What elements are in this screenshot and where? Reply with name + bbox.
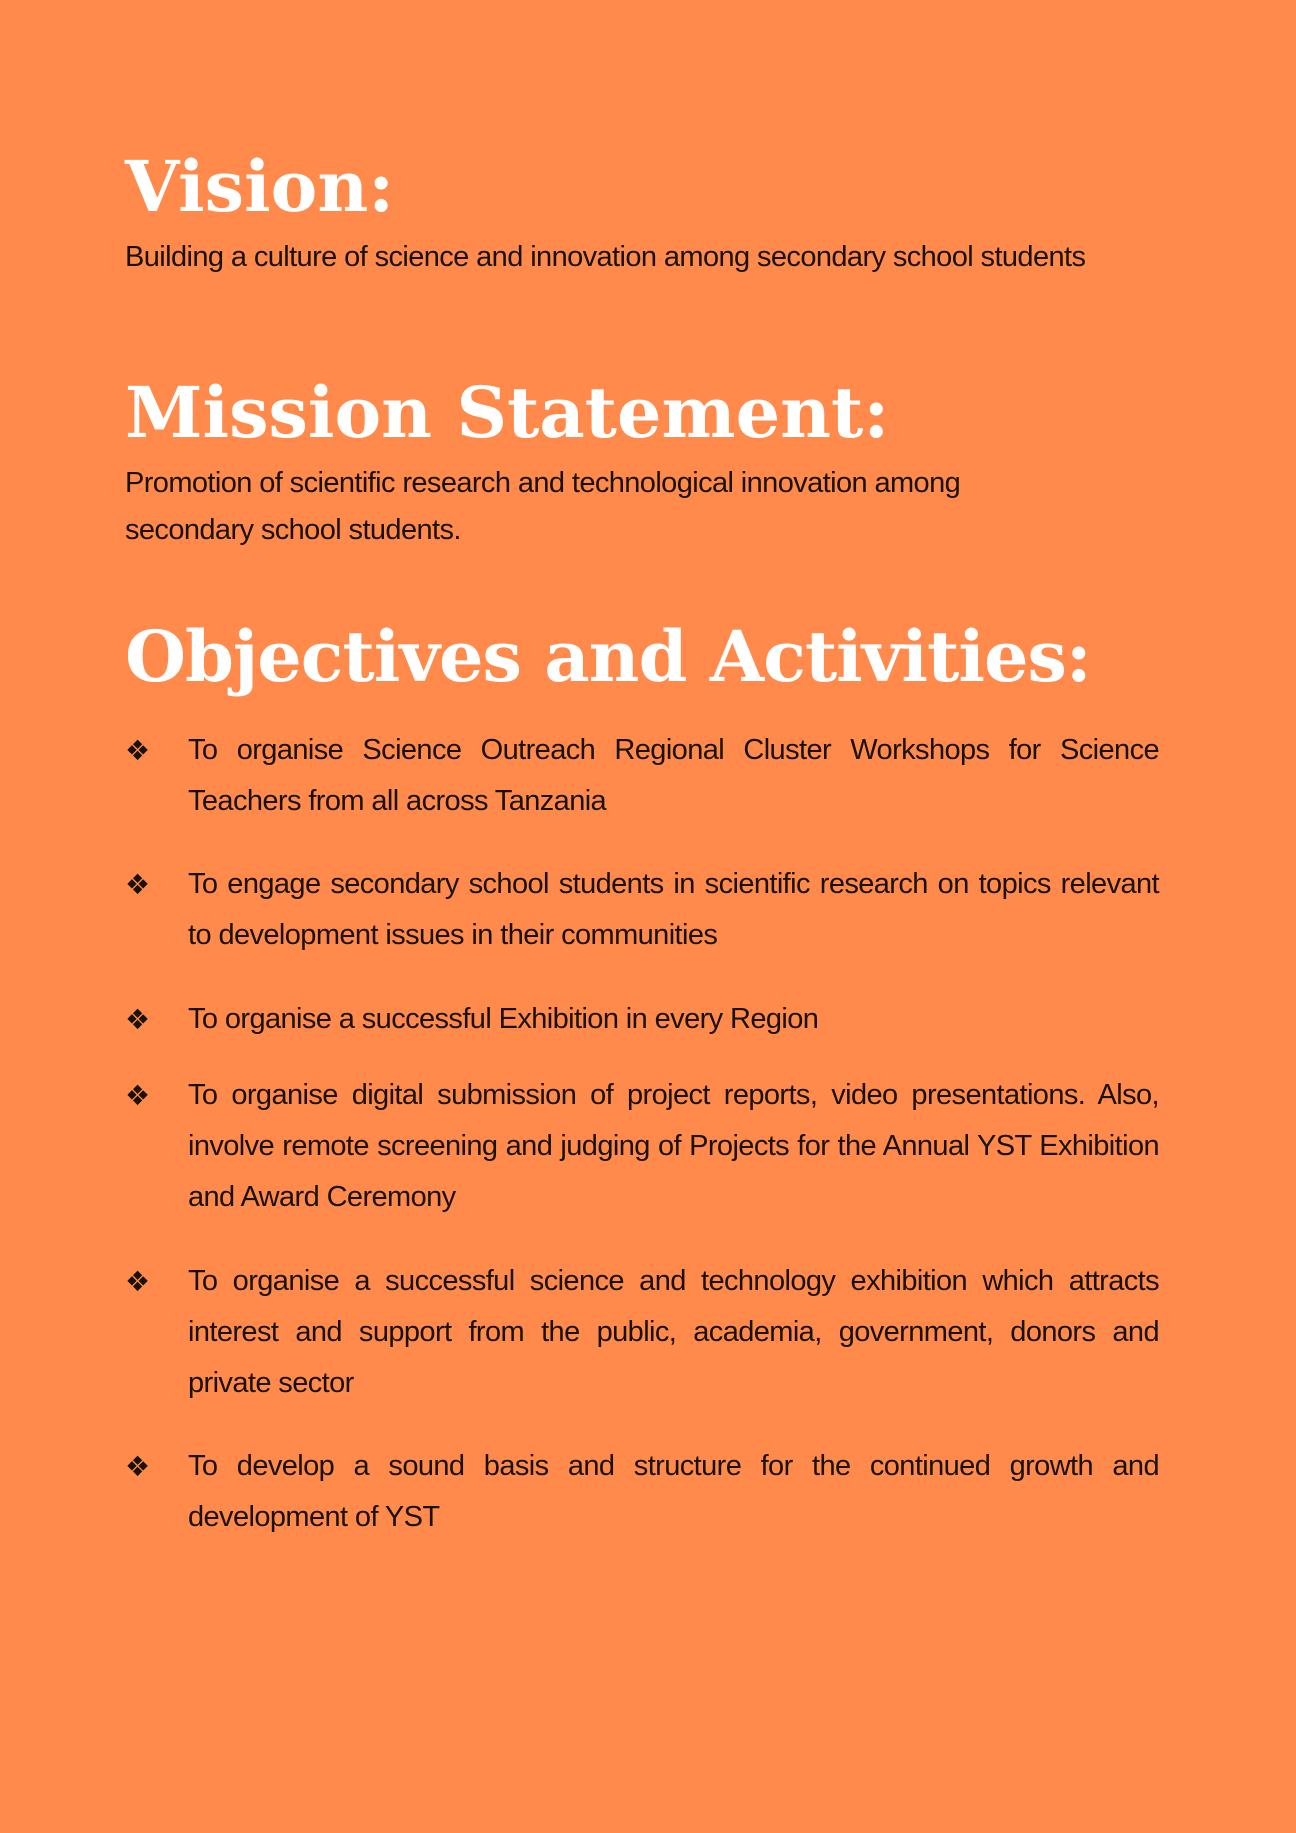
diamond-bullet-icon: ❖ [125, 1265, 150, 1298]
objective-item [125, 994, 1159, 1045]
objective-text: To organise a successful science and technology exhibition which attracts interest and support from the public, academia, government, donors and private sector [188, 1265, 1159, 1399]
objective-text: To organise digital submission of project reports, video presentations. Also, involve remote screening and judging of Projects for the Annual YST Exhibition and Award Ceremony [188, 1079, 1159, 1213]
mission-heading: Mission Statement: [125, 371, 890, 454]
objective-text: To engage secondary school students in scientific research on topics relevant to development issues in their communities [188, 868, 1159, 951]
objective-item [125, 1441, 1159, 1543]
objective-item [125, 725, 1159, 827]
diamond-bullet-icon: ❖ [125, 734, 150, 767]
objective-item [125, 1256, 1159, 1409]
vision-heading: Vision: [125, 145, 395, 228]
diamond-bullet-icon: ❖ [125, 868, 150, 901]
objective-text: To organise Science Outreach Regional Cluster Workshops for Science Teachers from all across Tanzania [188, 734, 1159, 817]
diamond-bullet-icon: ❖ [125, 1079, 150, 1112]
diamond-bullet-icon: ❖ [125, 1450, 150, 1483]
mission-text: Promotion of scientific research and technological innovation among secondary school students. [125, 467, 961, 546]
objective-text: To develop a sound basis and structure for the continued growth and development of YST [188, 1450, 1159, 1533]
objective-item [125, 859, 1159, 961]
objective-item [125, 1070, 1159, 1223]
objective-text: To organise a successful Exhibition in every Region [188, 1003, 819, 1035]
objectives-heading: Objectives and Activities: [125, 615, 1091, 698]
objectives-list [125, 725, 1159, 1543]
diamond-bullet-icon: ❖ [125, 1003, 150, 1036]
vision-text: Building a culture of science and innovation among secondary school students [125, 241, 1086, 273]
